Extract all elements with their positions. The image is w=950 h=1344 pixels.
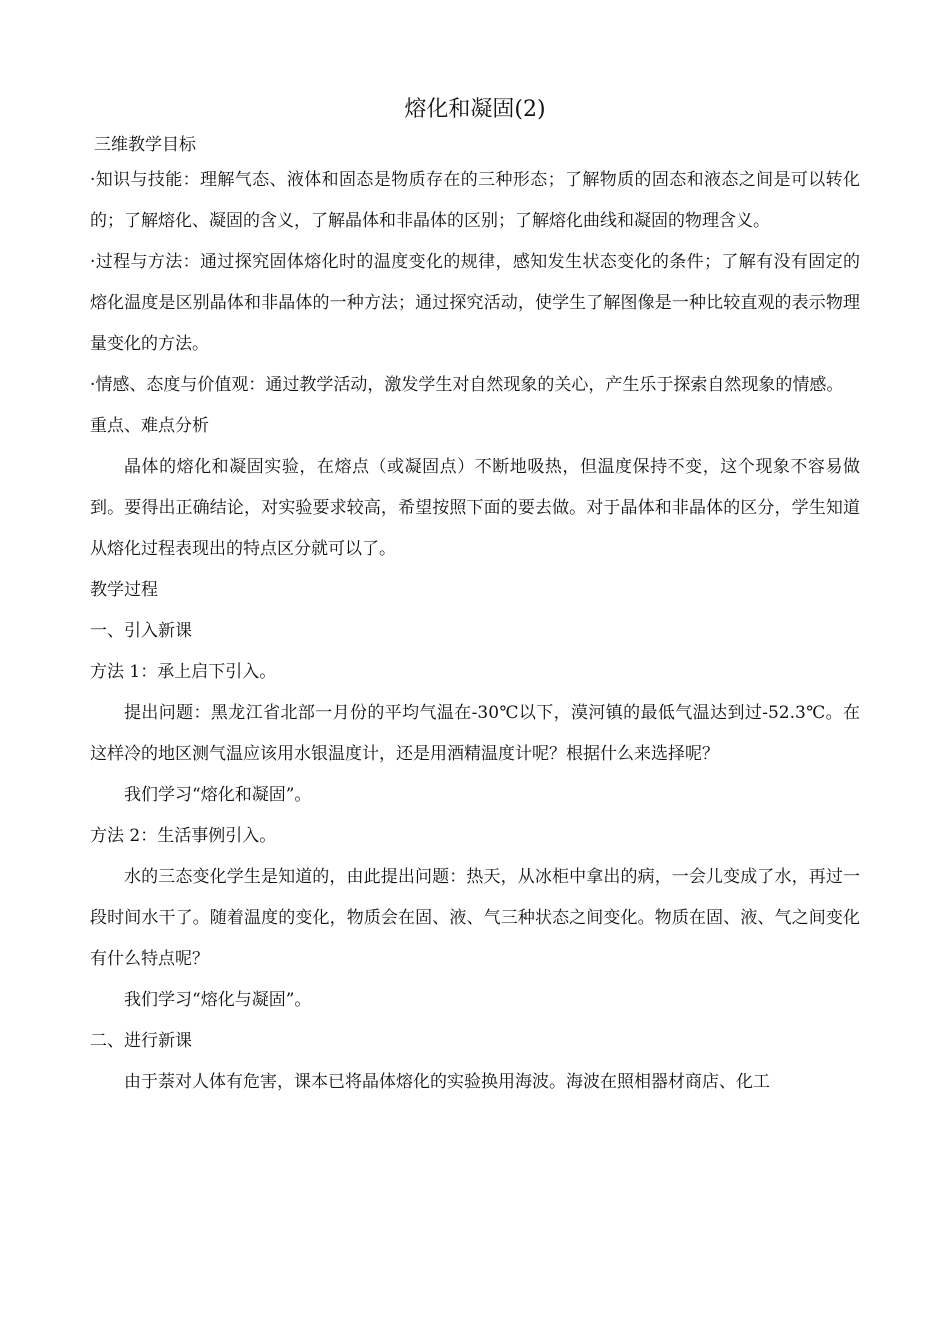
intro-heading: 一、引入新课: [90, 621, 192, 641]
goal-process-paragraph: ·过程与方法：通过探究固体熔化时的温度变化的规律，感知发生状态变化的条件；了解有没有固定的熔化温度是区别晶体和非晶体的一种方法；通过探究活动，使学生了解图像是一种比较直观的表示物理量变化的方法。: [90, 252, 860, 354]
method2-heading: 方法 2：生活事例引入。: [90, 826, 277, 846]
goal-emotion-paragraph: ·情感、态度与价值观：通过教学活动，激发学生对自然现象的关心，产生乐于探索自然现象的情感。: [90, 375, 844, 395]
new-lesson-heading: 二、进行新课: [90, 1031, 192, 1051]
method1-conclusion: 我们学习“熔化和凝固”。: [124, 785, 312, 805]
goals-heading: 三维教学目标: [94, 135, 196, 155]
teaching-process-heading: 教学过程: [90, 580, 158, 600]
method1-paragraph: 提出问题：黑龙江省北部一月份的平均气温在-30℃以下，漠河镇的最低气温达到过-52.3℃。在这样冷的地区测气温应该用水银温度计，还是用酒精温度计呢？根据什么来选择呢？: [90, 703, 860, 764]
method2-paragraph: 水的三态变化学生是知道的，由此提出问题：热天，从冰柜中拿出的病，一会儿变成了水，再过一段时间水干了。随着温度的变化，物质会在固、液、气三种状态之间变化。物质在固、液、气之间变化有什么特点呢？: [90, 867, 860, 969]
key-points-paragraph: 晶体的熔化和凝固实验，在熔点（或凝固点）不断地吸热，但温度保持不变，这个现象不容易做到。要得出正确结论，对实验要求较高，希望按照下面的要去做。对于晶体和非晶体的区分，学生知道从熔化过程表现出的特点区分就可以了。: [90, 457, 860, 559]
document-page: [90, 90, 860, 1103]
new-lesson-paragraph: 由于萘对人体有危害，课本已将晶体熔化的实验换用海波。海波在照相器材商店、化工: [124, 1072, 770, 1092]
goal-knowledge-paragraph: ·知识与技能：理解气态、液体和固态是物质存在的三种形态；了解物质的固态和液态之间是可以转化的；了解熔化、凝固的含义，了解晶体和非晶体的区别；了解熔化曲线和凝固的物理含义。: [90, 170, 860, 231]
method2-conclusion: 我们学习“熔化与凝固”。: [124, 990, 312, 1010]
document-title: 熔化和凝固(2): [404, 97, 546, 122]
method1-heading: 方法 1：承上启下引入。: [90, 662, 277, 682]
key-points-heading: 重点、难点分析: [90, 416, 209, 436]
